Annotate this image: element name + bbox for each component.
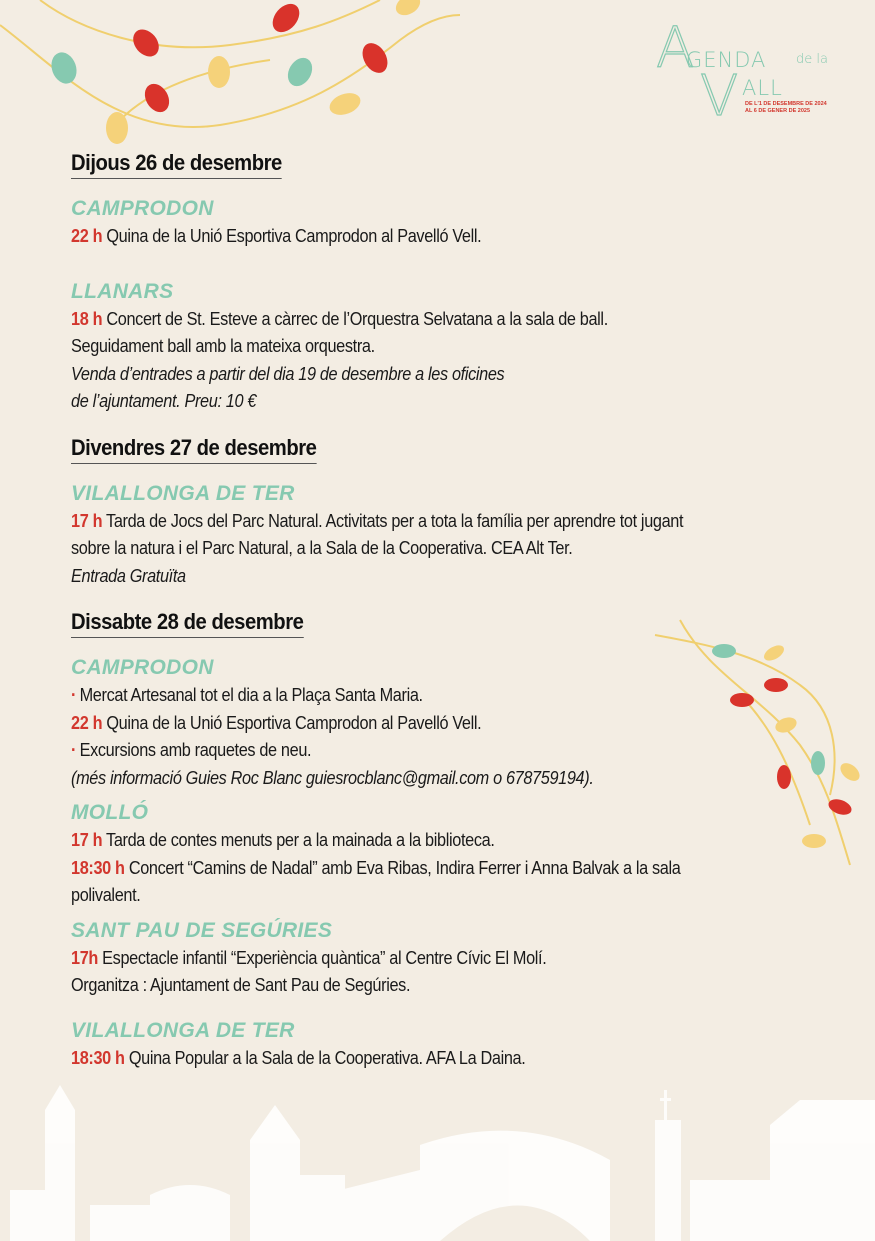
day-heading: Divendres 27 de desembre xyxy=(71,435,316,464)
place-heading: MOLLÓ xyxy=(71,801,149,824)
place-heading: CAMPRODON xyxy=(71,197,214,220)
event-line xyxy=(71,709,787,737)
event-text: Concert de St. Esteve a càrrec de l’Orquestra Selvatana a la sala de ball. xyxy=(102,307,608,329)
bullet: · xyxy=(71,684,77,705)
event-time: 18 h xyxy=(71,307,103,329)
event-time: 22 h xyxy=(71,711,103,733)
village-skyline-illustration xyxy=(0,1080,875,1241)
bulb-icon xyxy=(140,80,174,117)
event-line xyxy=(71,826,787,854)
event-time: 17 h xyxy=(71,829,103,850)
place-heading: CAMPRODON xyxy=(71,656,214,679)
event-text: Excursions amb raquetes de neu. xyxy=(79,739,312,760)
day-section xyxy=(71,435,791,590)
event-time: 18:30 h xyxy=(71,856,125,878)
agenda-content xyxy=(71,150,791,1071)
event-text: Mercat Artesanal tot el dia a la Plaça Santa Maria. xyxy=(79,684,423,705)
event-line xyxy=(71,736,787,764)
agenda-de-la-vall-logo xyxy=(656,16,856,129)
event-note: Entrada Gratuïta xyxy=(71,564,186,586)
logo-all: ALL xyxy=(742,76,783,100)
place-heading: VILALLONGA DE TER xyxy=(71,481,295,505)
place-heading: SANT PAU DE SEGÚRIES xyxy=(71,918,333,942)
event-line: sobre la natura i el Parc Natural, a la Sala de la Cooperativa. CEA Alt Ter. xyxy=(71,537,573,558)
event-text: Quina de la Unió Esportiva Camprodon al Pavelló Vell. xyxy=(102,225,482,246)
bulb-icon xyxy=(106,112,128,144)
day-section xyxy=(71,150,791,415)
event-text: Tarda de contes menuts per a la mainada a la biblioteca. xyxy=(102,829,495,850)
day-section xyxy=(71,609,791,1071)
logo-genda: GENDA xyxy=(686,48,767,72)
event-time: 22 h xyxy=(71,225,103,246)
bulb-icon xyxy=(283,54,317,91)
event-note: Venda d’entrades a partir del dia 19 de desembre a les oficines xyxy=(71,362,505,384)
bulb-icon xyxy=(128,24,164,61)
event-line: Seguidament ball amb la mateixa orquestra. xyxy=(71,335,375,356)
event-time: 17h xyxy=(71,946,99,968)
bullet: · xyxy=(71,739,77,760)
event-line xyxy=(71,1044,787,1072)
logo-dates-line1: DE L'1 DE DESEMBRE DE 2024 xyxy=(745,101,827,107)
bulb-icon xyxy=(392,0,424,19)
logo-de-la: de la xyxy=(796,52,828,67)
bulb-icon xyxy=(47,49,80,87)
logo-dates-line2: AL 6 DE GENER DE 2025 xyxy=(745,108,811,114)
logo-letter-a: A xyxy=(656,16,695,81)
event-text: Tarda de Jocs del Parc Natural. Activitats per a tota la família per aprendre tot jugant xyxy=(102,509,684,531)
string-lights-decoration xyxy=(0,0,470,150)
event-text: Quina de la Unió Esportiva Camprodon al Pavelló Vell. xyxy=(102,711,482,733)
event-line: polivalent. xyxy=(71,884,141,905)
event-line xyxy=(71,507,787,535)
bulb-icon xyxy=(357,39,392,78)
event-line xyxy=(71,681,787,709)
event-note: de l’ajuntament. Preu: 10 € xyxy=(71,390,257,411)
day-heading: Dijous 26 de desembre xyxy=(71,150,282,179)
event-line xyxy=(71,222,787,250)
logo-letter-v: V xyxy=(700,64,739,129)
place-heading: LLANARS xyxy=(71,279,174,303)
event-time: 18:30 h xyxy=(71,1046,125,1068)
bulb-icon xyxy=(327,89,364,119)
day-heading: Dissabte 28 de desembre xyxy=(71,609,303,638)
event-line: Organitza : Ajuntament de Sant Pau de Segúries. xyxy=(71,974,411,995)
bulb-icon xyxy=(208,56,230,88)
event-text: Quina Popular a la Sala de la Cooperativa. AFA La Daina. xyxy=(124,1046,526,1068)
event-time: 17 h xyxy=(71,509,103,531)
event-line xyxy=(71,305,787,333)
event-text: Espectacle infantil “Experiència quàntica” al Centre Cívic El Molí. xyxy=(98,946,547,968)
event-text: Concert “Camins de Nadal” amb Eva Ribas, Indira Ferrer i Anna Balvak a la sala xyxy=(124,856,681,878)
event-note: (més informació Guies Roc Blanc guiesrocblanc@gmail.com o 678759194). xyxy=(71,766,594,788)
event-line xyxy=(71,944,787,972)
place-heading: VILALLONGA DE TER xyxy=(71,1018,295,1042)
event-line xyxy=(71,854,787,882)
